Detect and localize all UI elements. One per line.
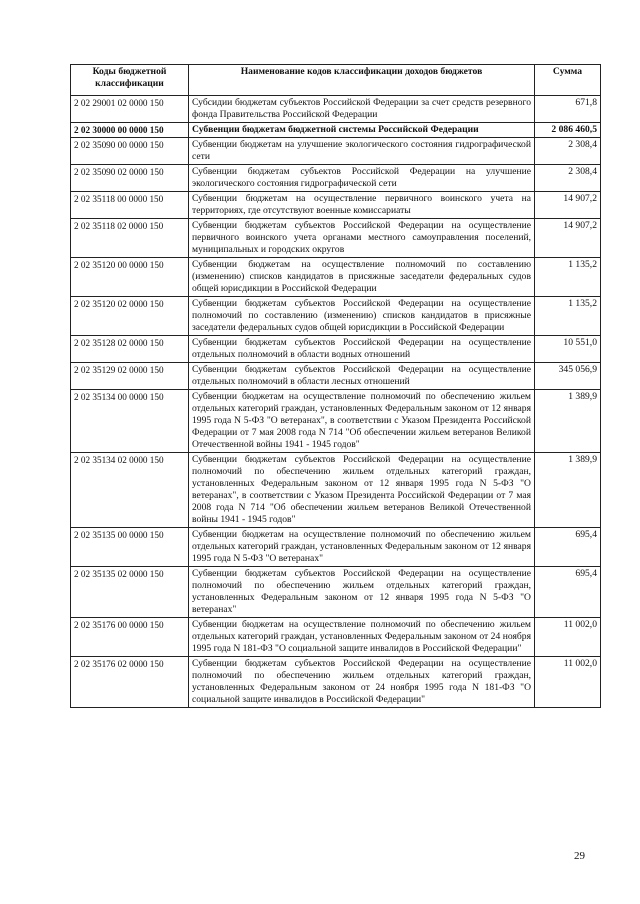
description-cell: Субвенции бюджетам субъектов Российской Федерации на осуществление полномочий по составлению (изменению) списков кандидатов в присяжные заседатели федеральных судов общей юрисдикции в Российской Федерации bbox=[189, 297, 535, 336]
description-cell: Субвенции бюджетам субъектов Российской Федерации на осуществление отдельных полномочий в области лесных отношений bbox=[189, 363, 535, 390]
sum-cell: 1 135,2 bbox=[535, 258, 601, 297]
table-row bbox=[71, 165, 601, 192]
budget-code-cell: 2 02 35118 02 0000 150 bbox=[71, 219, 189, 258]
budget-code-cell: 2 02 30000 00 0000 150 bbox=[71, 123, 189, 138]
table-row bbox=[71, 453, 601, 528]
budget-code-cell: 2 02 35090 02 0000 150 bbox=[71, 165, 189, 192]
sum-cell: 695,4 bbox=[535, 528, 601, 567]
table-body bbox=[71, 96, 601, 708]
sum-cell: 14 907,2 bbox=[535, 219, 601, 258]
sum-cell: 345 056,9 bbox=[535, 363, 601, 390]
header-codes: Коды бюджетной классификации bbox=[71, 65, 189, 96]
sum-cell: 11 002,0 bbox=[535, 657, 601, 708]
table-row bbox=[71, 138, 601, 165]
budget-code-cell: 2 02 29001 02 0000 150 bbox=[71, 96, 189, 123]
sum-cell: 695,4 bbox=[535, 567, 601, 618]
sum-cell: 1 389,9 bbox=[535, 390, 601, 453]
description-cell: Субвенции бюджетам на осуществление полномочий по обеспечению жильем отдельных категорий граждан, установленных Федеральным законом от 12 января 1995 года N 5-ФЗ "О ветеранах" bbox=[189, 528, 535, 567]
header-sum: Сумма bbox=[535, 65, 601, 96]
budget-code-cell: 2 02 35128 02 0000 150 bbox=[71, 336, 189, 363]
sum-cell: 11 002,0 bbox=[535, 618, 601, 657]
budget-code-cell: 2 02 35118 00 0000 150 bbox=[71, 192, 189, 219]
budget-code-cell: 2 02 35129 02 0000 150 bbox=[71, 363, 189, 390]
budget-code-cell: 2 02 35120 02 0000 150 bbox=[71, 297, 189, 336]
description-cell: Субвенции бюджетам на осуществление полномочий по обеспечению жильем отдельных категорий граждан, установленных Федеральным законом от 12 января 1995 года N 5-ФЗ "О ветеранах", в соответствии с Указом Президента Российской Федерации от 7 мая 2008 года N 714 "Об обеспечении жильем ветеранов Великой Отечественной войны 1941 - 1945 годов" bbox=[189, 390, 535, 453]
table-row bbox=[71, 618, 601, 657]
table-row bbox=[71, 363, 601, 390]
budget-code-cell: 2 02 35176 00 0000 150 bbox=[71, 618, 189, 657]
description-cell: Субвенции бюджетам субъектов Российской Федерации на осуществление первичного воинского учета органами местного самоуправления поселений, муниципальных и городских округов bbox=[189, 219, 535, 258]
header-name: Наименование кодов классификации доходов бюджетов bbox=[189, 65, 535, 96]
sum-cell: 1 389,9 bbox=[535, 453, 601, 528]
table-row bbox=[71, 258, 601, 297]
budget-code-cell: 2 02 35135 02 0000 150 bbox=[71, 567, 189, 618]
description-cell: Субвенции бюджетам бюджетной системы Российской Федерации bbox=[189, 123, 535, 138]
description-cell: Субсидии бюджетам субъектов Российской Федерации за счет средств резервного фонда Правительства Российской Федерации bbox=[189, 96, 535, 123]
description-cell: Субвенции бюджетам субъектов Российской Федерации на осуществление полномочий по обеспечению жильем отдельных категорий граждан, установленных Федеральным законом от 12 января 1995 года N 5-ФЗ "О ветеранах" bbox=[189, 567, 535, 618]
budget-code-cell: 2 02 35090 00 0000 150 bbox=[71, 138, 189, 165]
sum-cell: 2 308,4 bbox=[535, 138, 601, 165]
table-row bbox=[71, 96, 601, 123]
description-cell: Субвенции бюджетам субъектов Российской Федерации на осуществление полномочий по обеспечению жильем отдельных категорий граждан, установленных Федеральным законом от 12 января 1995 года N 5-ФЗ "О ветеранах", в соответствии с Указом Президента Российской Федерации от 7 мая 2008 года N 714 "Об обеспечении жильем ветеранов Великой Отечественной войны 1941 - 1945 годов" bbox=[189, 453, 535, 528]
description-cell: Субвенции бюджетам субъектов Российской Федерации на осуществление полномочий по обеспечению жильем отдельных категорий граждан, установленных Федеральным законом от 24 ноября 1995 года N 181-ФЗ "О социальной защите инвалидов в Российской Федерации" bbox=[189, 657, 535, 708]
table-row bbox=[71, 567, 601, 618]
budget-code-cell: 2 02 35134 02 0000 150 bbox=[71, 453, 189, 528]
table-row bbox=[71, 657, 601, 708]
table-row bbox=[71, 528, 601, 567]
table-row bbox=[71, 297, 601, 336]
sum-cell: 14 907,2 bbox=[535, 192, 601, 219]
description-cell: Субвенции бюджетам субъектов Российской Федерации на осуществление отдельных полномочий в области водных отношений bbox=[189, 336, 535, 363]
description-cell: Субвенции бюджетам на осуществление первичного воинского учета на территориях, где отсутствуют военные комиссариаты bbox=[189, 192, 535, 219]
sum-cell: 10 551,0 bbox=[535, 336, 601, 363]
description-cell: Субвенции бюджетам на осуществление полномочий по составлению (изменению) списков кандидатов в присяжные заседатели федеральных судов общей юрисдикции в Российской Федерации bbox=[189, 258, 535, 297]
table-row bbox=[71, 192, 601, 219]
table-header-row bbox=[71, 65, 601, 96]
sum-cell: 2 308,4 bbox=[535, 165, 601, 192]
description-cell: Субвенции бюджетам на улучшение экологического состояния гидрографической сети bbox=[189, 138, 535, 165]
page-number: 29 bbox=[574, 850, 585, 862]
budget-table bbox=[70, 64, 601, 708]
description-cell: Субвенции бюджетам на осуществление полномочий по обеспечению жильем отдельных категорий граждан, установленных Федеральным законом от 24 ноября 1995 года N 181-ФЗ "О социальной защите инвалидов в Российской Федерации" bbox=[189, 618, 535, 657]
description-cell: Субвенции бюджетам субъектов Российской Федерации на улучшение экологического состояния гидрографической сети bbox=[189, 165, 535, 192]
budget-code-cell: 2 02 35176 02 0000 150 bbox=[71, 657, 189, 708]
sum-cell: 2 086 460,5 bbox=[535, 123, 601, 138]
budget-code-cell: 2 02 35120 00 0000 150 bbox=[71, 258, 189, 297]
budget-code-cell: 2 02 35134 00 0000 150 bbox=[71, 390, 189, 453]
sum-cell: 1 135,2 bbox=[535, 297, 601, 336]
sum-cell: 671,8 bbox=[535, 96, 601, 123]
table-row bbox=[71, 219, 601, 258]
budget-code-cell: 2 02 35135 00 0000 150 bbox=[71, 528, 189, 567]
table-row bbox=[71, 336, 601, 363]
table-row bbox=[71, 390, 601, 453]
table-row bbox=[71, 123, 601, 138]
